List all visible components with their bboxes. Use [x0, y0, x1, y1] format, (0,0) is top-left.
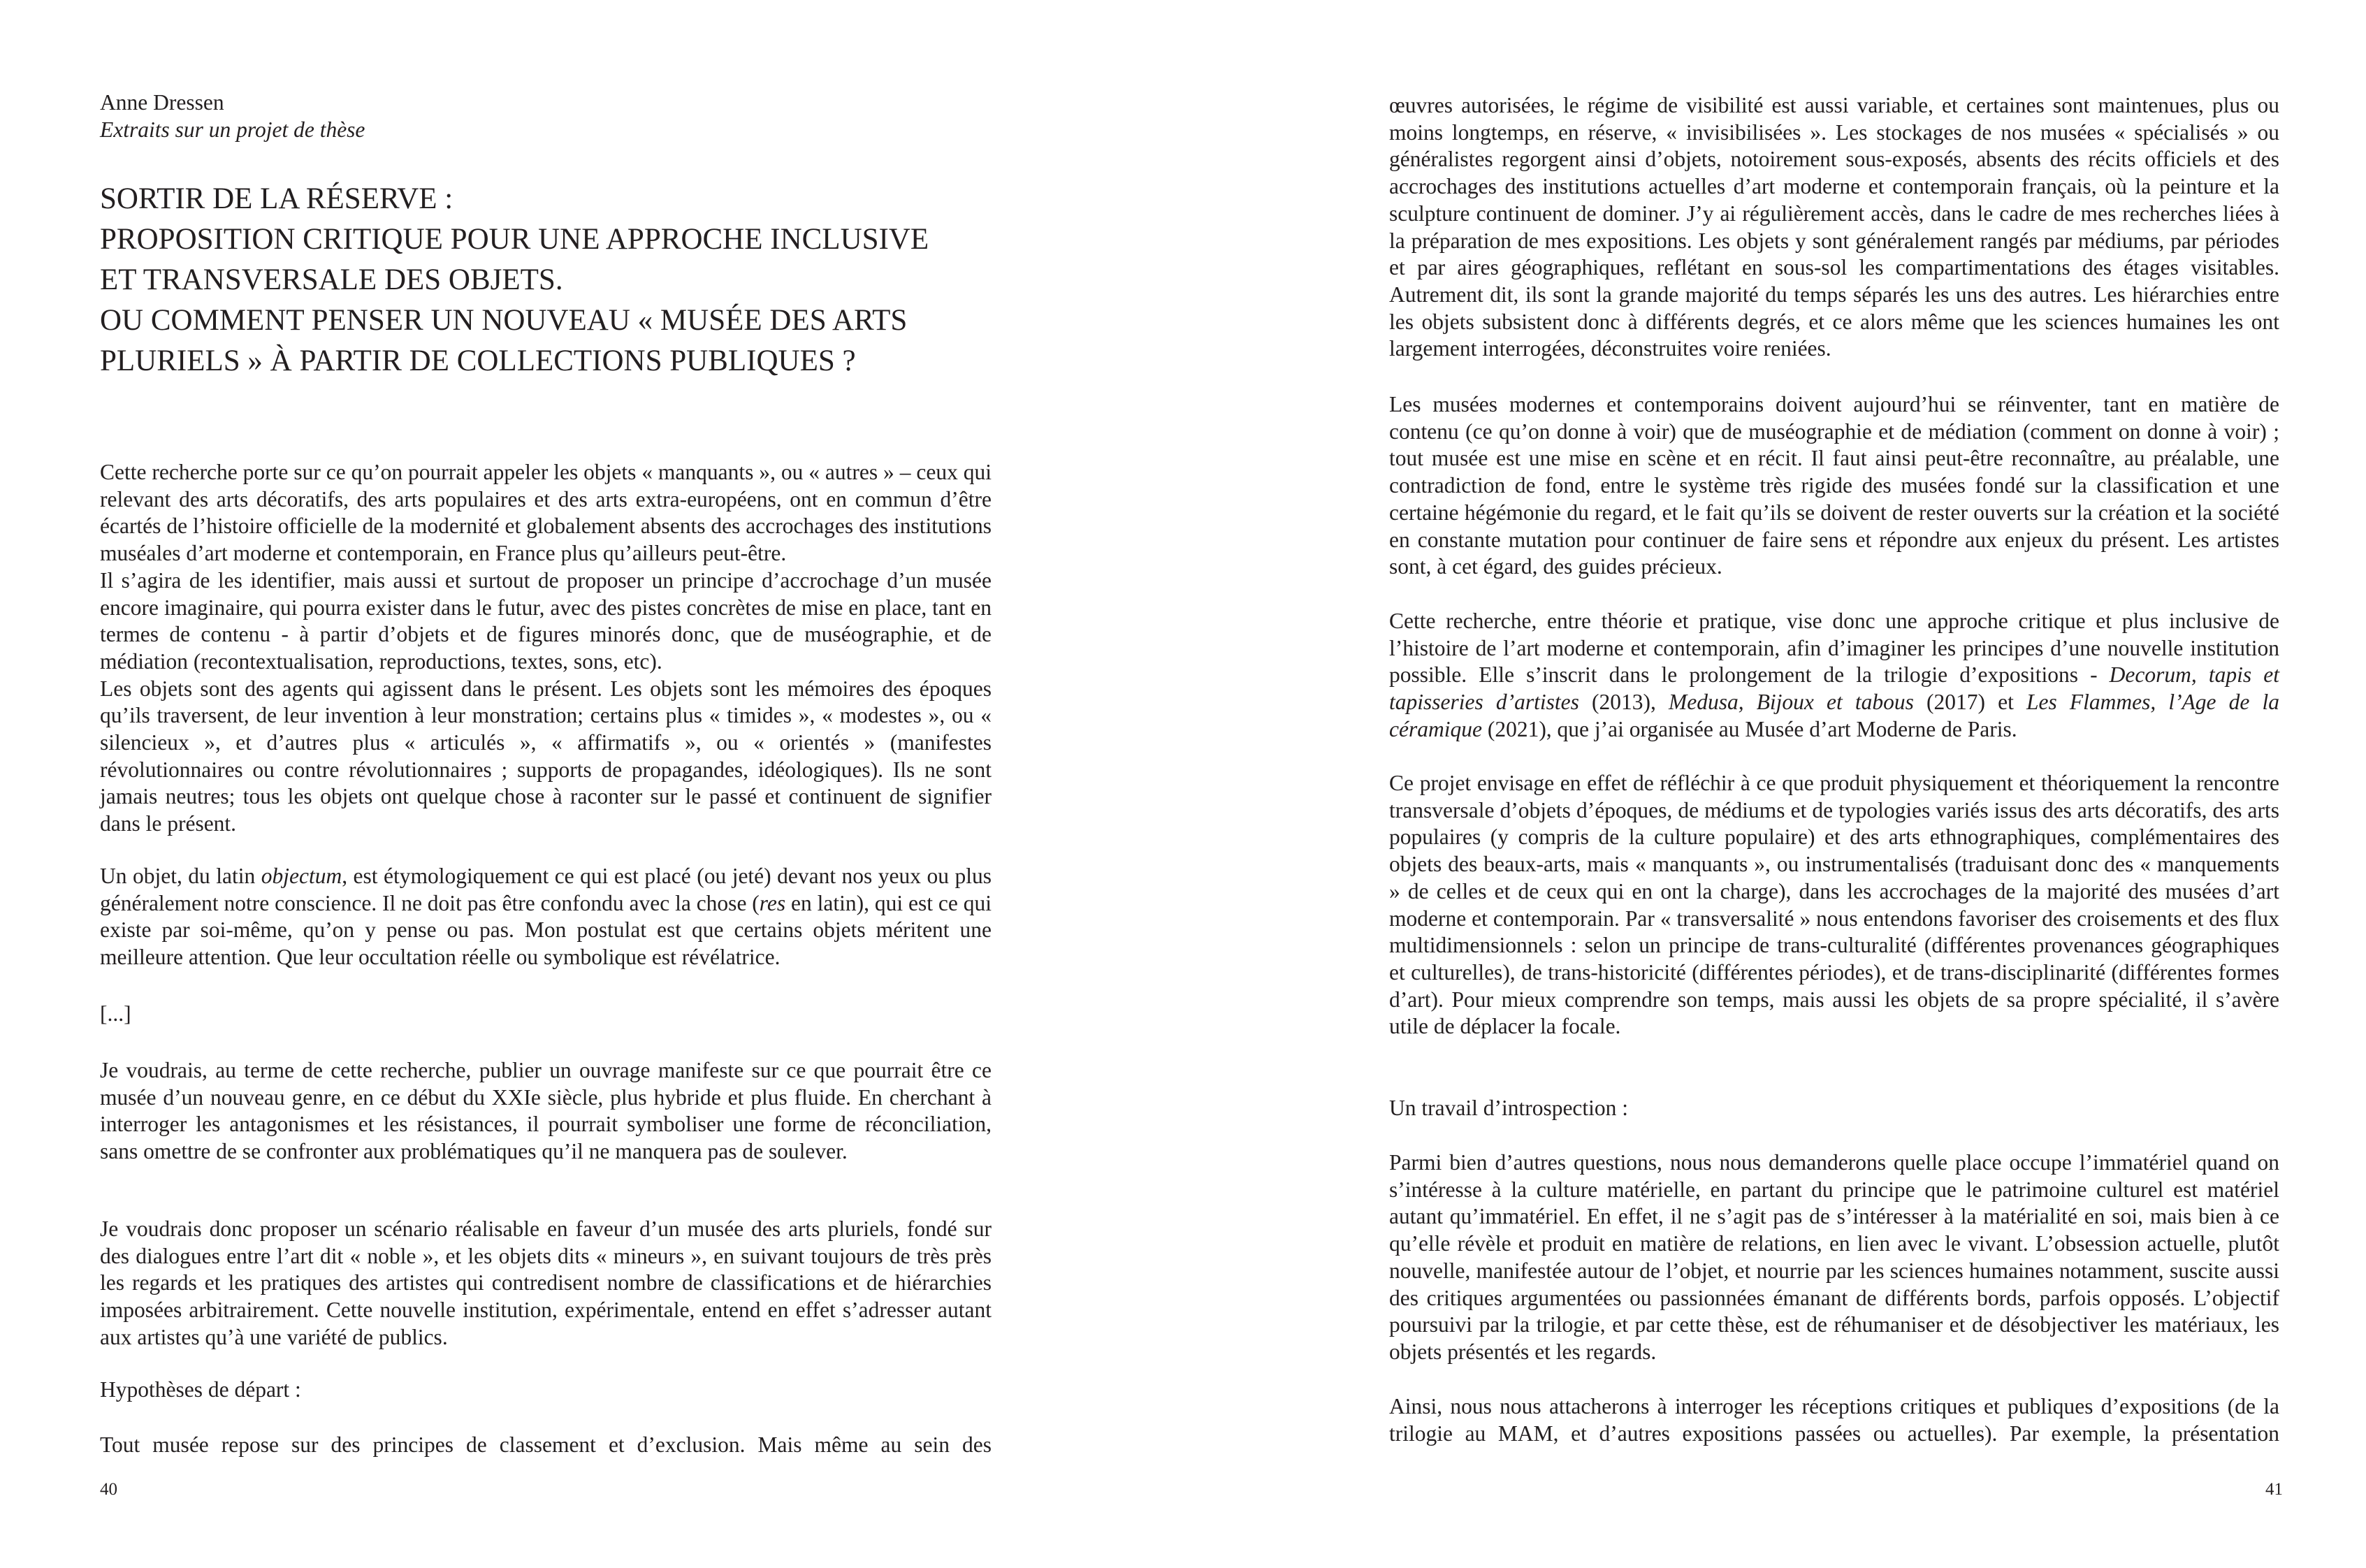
text: Un objet, du latin	[100, 864, 261, 888]
paragraph: Les musées modernes et contemporains doivent aujourd’hui se réinventer, tant en matière de contenu (ce qu’on donne à voir) que de muséographie et de médiation (comment on donne à voir) ; tout musée est une mise en scène et en récit. Il faut ainsi peut-être reconnaître, au préalable, une contradiction de fond, entre le système très rigide des musées fondé sur la classification et une certaine hégémonie du regard, et le fait qu’ils se doivent de rester ouverts sur la création et la société en constante mutation pour continuer de faire sens et répondre aux enjeux du présent. Les artistes sont, à cet égard, des guides précieux.	[1389, 392, 2279, 579]
paragraph-recherche	[1389, 608, 2279, 743]
italic-text: Decorum, tapis et tapisseries d’artistes	[1389, 662, 2279, 715]
title-line: PROPOSITION CRITIQUE POUR UNE APPROCHE INCLUSIVE	[100, 223, 929, 256]
page-number: 40	[100, 1480, 117, 1499]
text: (2021), que j’ai organisée au Musée d’art Moderne de Paris.	[1481, 716, 2017, 741]
italic-text: res	[759, 890, 786, 915]
italic-text: objectum	[261, 864, 342, 888]
paragraph: Ce projet envisage en effet de réfléchir à ce que produit physiquement et théoriquement la rencontre transversale d’objets d’époques, de médiums et de typologies variés issus des arts décoratifs, des arts populaires (y compris de la culture populaire) et des arts ethnographiques, complémentaires des objets des beaux-arts, mais « manquants », ou instrumentalisés (traduisant donc des « manquements » de celles et de ceux qui en ont la charge), dans les accrochages de la majorité des musées d’art moderne et contemporain. Par « transversalité » nous entendons favoriser des croisements et des flux multidimensionnels : selon un principe de trans-culturalité (différentes provenances géographiques et culturelles), de trans-historicité (différentes périodes), et de trans-disciplinarité (différentes formes d’art). Pour mieux comprendre son temps, mais aussi les objets de sa propre spécialité, il s’avère utile de déplacer la focale.	[1389, 771, 2279, 1039]
title-line: SORTIR DE LA RÉSERVE :	[100, 182, 453, 215]
text: en latin), qui est ce qui existe par soi-même, qu’on y pense ou pas. Mon postulat est que certains objets méritent une meilleure attention. Que leur occultation réelle ou symbolique est révélatrice.	[100, 890, 992, 970]
paragraph: Parmi bien d’autres questions, nous nous demanderons quelle place occupe l’immatériel quand on s’intéresse à la culture matérielle, en partant du principe que le patrimoine culturel est matériel autant qu’immatériel. En effet, il ne s’agit pas de s’intéresser à la matérialité en soi, mais bien à ce qu’elle révèle et produit en matière de relations, en lien avec le vivant. L’obsession actuelle, plutôt nouvelle, manifestée autour de l’objet, et nourrie par les sciences humaines notamment, suscite aussi des critiques argumentées ou passionnées émanant de différents bords, parfois opposés. L’objectif poursuivi par la trilogie, et par cette thèse, est de réhumaniser et de désobjectiver les matériaux, les objets présentés et les regards.	[1389, 1150, 2279, 1364]
text: Cette recherche, entre théorie et pratique, vise donc une approche critique et plus inclusive de l’histoire de l’art moderne et contemporain, afin d’imaginer les principes d’une nouvelle institution possible. Elle s’inscrit dans le prolongement de la trilogie d’expositions -	[1389, 609, 2279, 688]
title-line: ET TRANSVERSALE DES OBJETS.	[100, 263, 563, 296]
paragraph: Je voudrais, au terme de cette recherche, publier un ouvrage manifeste sur ce que pourrait être ce musée d’un nouveau genre, en ce début du XXIe siècle, plus hybride et plus fluide. En cherchant à interroger les antagonismes et les résistances, il pourrait symboliser une forme de réconciliation, sans omettre de se confronter aux problématiques qu’il ne manquera pas de soulever.	[100, 1058, 992, 1164]
text: (2017) et	[1913, 690, 2026, 715]
section-heading: Un travail d’introspection :	[1389, 1096, 1629, 1120]
italic-text: Les Flammes, l’Age de la céramique	[1389, 690, 2279, 741]
paragraph: Il s’agira de les identifier, mais aussi et surtout de proposer un principe d’accrochage d’un musée encore imaginaire, qui pourra exister dans le futur, avec des pistes concrètes de mise en place, tant en termes de contenu - à partir d’objets et de figures minorés donc, que de muséographie, et de médiation (recontextualisation, reproductions, textes, sons, etc).	[100, 567, 992, 674]
paragraph: Tout musée repose sur des principes de classement et d’exclusion. Mais même au sein des	[100, 1432, 992, 1457]
subtitle: Extraits sur un projet de thèse	[100, 117, 365, 142]
paragraph: Les objets sont des agents qui agissent dans le présent. Les objets sont les mémoires des époques qu’ils traversent, de leur invention à leur monstration; certains plus « timides », « modestes », ou « silencieux », et d’autres plus « articulés », « affirmatifs », ou « orientés » (manifestes révolutionnaires ou contre révolutionnaires ; supports de propagandes, idéologiques). Ils ne sont jamais neutres; tous les objets ont quelque chose à raconter sur le passé et continuent de signifier dans le présent.	[100, 676, 992, 836]
italic-text: Medusa, Bijoux et tabous	[1668, 690, 1914, 715]
text: (2013),	[1578, 690, 1669, 715]
paragraph: Je voudrais donc proposer un scénario réalisable en faveur d’un musée des arts pluriels, fondé sur des dialogues entre l’art dit « noble », et les objets dits « mineurs », en suivant toujours de très près les regards et les pratiques des artistes qui contredisent nombre de classifications et de hiérarchies imposées arbitrairement. Cette nouvelle institution, expérimentale, entend en effet s’adresser autant aux artistes qu’à une variété de publics.	[100, 1217, 992, 1349]
author-name: Anne Dressen	[100, 90, 224, 115]
text: , est étymologiquement ce qui est placé (ou jeté) devant nos yeux ou plus généralement notre conscience. Il ne doit pas être confondu avec la chose (	[100, 864, 992, 915]
paragraph: Ainsi, nous nous attacherons à interroger les réceptions critiques et publiques d’expositions (de la trilogie au MAM, et d’autres expositions passées ou actuelles). Par exemple, la présentation	[1389, 1394, 2279, 1446]
title-line: OU COMMENT PENSER UN NOUVEAU « MUSÉE DES ARTS	[100, 304, 908, 337]
right-page	[1183, 0, 2366, 1568]
paragraph: Cette recherche porte sur ce qu’on pourrait appeler les objets « manquants », ou « autres » – ceux qui relevant des arts décoratifs, des arts populaires et des arts extra-européens, ont en commun d’être écartés de l’histoire officielle de la modernité et globalement absents des accrochages des institutions muséales d’art moderne et contemporain, en France plus qu’ailleurs peut-être.	[100, 460, 992, 566]
page-number: 41	[2265, 1480, 2283, 1499]
ellipsis: [...]	[100, 1001, 131, 1026]
title-line: PLURIELS » À PARTIR DE COLLECTIONS PUBLIQUES ?	[100, 344, 856, 377]
section-heading: Hypothèses de départ :	[100, 1377, 301, 1402]
paragraph-intro	[100, 459, 992, 838]
page-title	[100, 179, 1078, 382]
paragraph-objet	[100, 863, 992, 971]
paragraph: œuvres autorisées, le régime de visibilité est aussi variable, et certaines sont maintenues, plus ou moins longtemps, en réserve, « invisibilisées ». Les stockages de nos musées « spécialisés » ou généralistes regorgent ainsi d’objets, notoirement sous-exposés, absents des récits officiels et des accrochages des institutions actuelles d’art moderne et contemporain français, où la peinture et la sculpture continuent de dominer. J’y ai régulièrement accès, dans le cadre de mes recherches liées à la préparation de mes expositions. Les objets y sont généralement rangés par médiums, par périodes et par aires géographiques, reflétant en sous-sol les compartimentations des étages visitables. Autrement dit, ils sont la grande majorité du temps séparés les uns des autres. Les hiérarchies entre les objets subsistent donc à différents degrés, et ce alors même que les sciences humaines les ont largement interrogées, déconstruites voire reniées.	[1389, 93, 2279, 361]
